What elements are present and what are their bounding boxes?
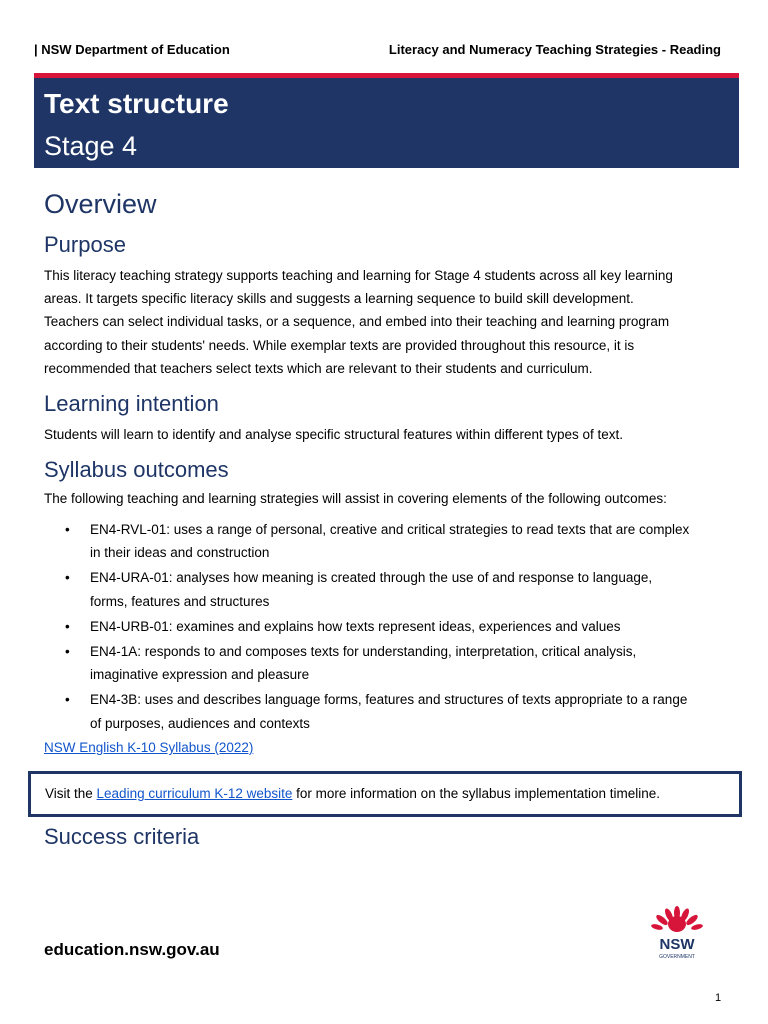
syllabus-outcomes-heading: Syllabus outcomes	[44, 457, 229, 482]
leading-curriculum-link[interactable]: Leading curriculum K-12 website	[96, 786, 293, 801]
purpose-line: Teachers can select individual tasks, or a sequence, and embed into their teaching and learning program	[44, 314, 670, 330]
title-banner	[34, 73, 739, 168]
bullet-icon: •	[65, 644, 70, 660]
bullet-icon: •	[65, 692, 70, 708]
purpose-line: This literacy teaching strategy supports teaching and learning for Stage 4 students across all key learning	[44, 268, 673, 283]
outcome-text: EN4-URB-01: examines and explains how texts represent ideas, experiences and values	[90, 618, 621, 634]
page-title: Text structure	[44, 88, 229, 119]
outcome-text: of purposes, audiences and contexts	[90, 715, 310, 731]
waratah-icon	[651, 906, 704, 932]
learning-intention-heading: Learning intention	[44, 391, 219, 416]
outcome-text: EN4-RVL-01: uses a range of personal, creative and critical strategies to read texts that are complex	[90, 522, 690, 537]
list-item	[44, 615, 734, 638]
purpose-line: according to their students' needs. While exemplar texts are provided throughout this resource, it is	[44, 337, 635, 353]
outcome-text: EN4-3B: uses and describes language forms, features and structures of texts appropriate to a range	[90, 692, 688, 708]
header-document-title: Literacy and Numeracy Teaching Strategies - Reading	[388, 42, 721, 57]
bullet-icon: •	[65, 570, 70, 586]
purpose-line: areas. It targets specific literacy skills and suggests a learning sequence to build skill development.	[44, 291, 634, 307]
learning-intention-text: Students will learn to identify and analyse specific structural features within different types of text.	[44, 427, 624, 442]
purpose-line: recommended that teachers select texts which are relevant to their students and curriculum.	[44, 360, 593, 376]
logo-government-text: GOVERNMENT	[659, 954, 695, 960]
list-item	[44, 566, 734, 612]
syllabus-outcomes-intro: The following teaching and learning strategies will assist in covering elements of the following outcomes:	[44, 491, 667, 506]
header-department: | NSW Department of Education	[34, 42, 230, 57]
list-item	[44, 640, 734, 686]
callout-text-before: Visit the	[45, 786, 97, 801]
page-subtitle: Stage 4	[44, 131, 138, 161]
footer-url: education.nsw.gov.au	[44, 940, 220, 959]
success-criteria-heading: Success criteria	[44, 824, 200, 849]
logo-nsw-text: NSW	[659, 936, 695, 953]
outcome-text: forms, features and structures	[90, 593, 270, 609]
syllabus-link[interactable]: NSW English K-10 Syllabus (2022)	[44, 740, 254, 755]
bullet-icon: •	[65, 618, 70, 634]
page-number: 1	[715, 992, 722, 1004]
curriculum-callout-box	[28, 771, 742, 817]
callout-text-after: for more information on the syllabus implementation timeline.	[292, 786, 661, 801]
nsw-government-logo	[648, 905, 706, 961]
outcomes-list	[44, 518, 734, 737]
overview-heading: Overview	[44, 189, 157, 219]
outcome-text: in their ideas and construction	[90, 545, 270, 561]
purpose-heading: Purpose	[44, 232, 126, 257]
outcome-text: EN4-URA-01: analyses how meaning is created through the use of and response to language,	[90, 570, 653, 586]
outcome-text: EN4-1A: responds to and composes texts for understanding, interpretation, critical analysis,	[90, 644, 637, 660]
purpose-paragraph	[44, 264, 734, 380]
list-item	[44, 688, 734, 734]
bullet-icon: •	[65, 522, 70, 537]
list-item	[44, 518, 734, 564]
outcome-text: imaginative expression and pleasure	[90, 667, 310, 683]
